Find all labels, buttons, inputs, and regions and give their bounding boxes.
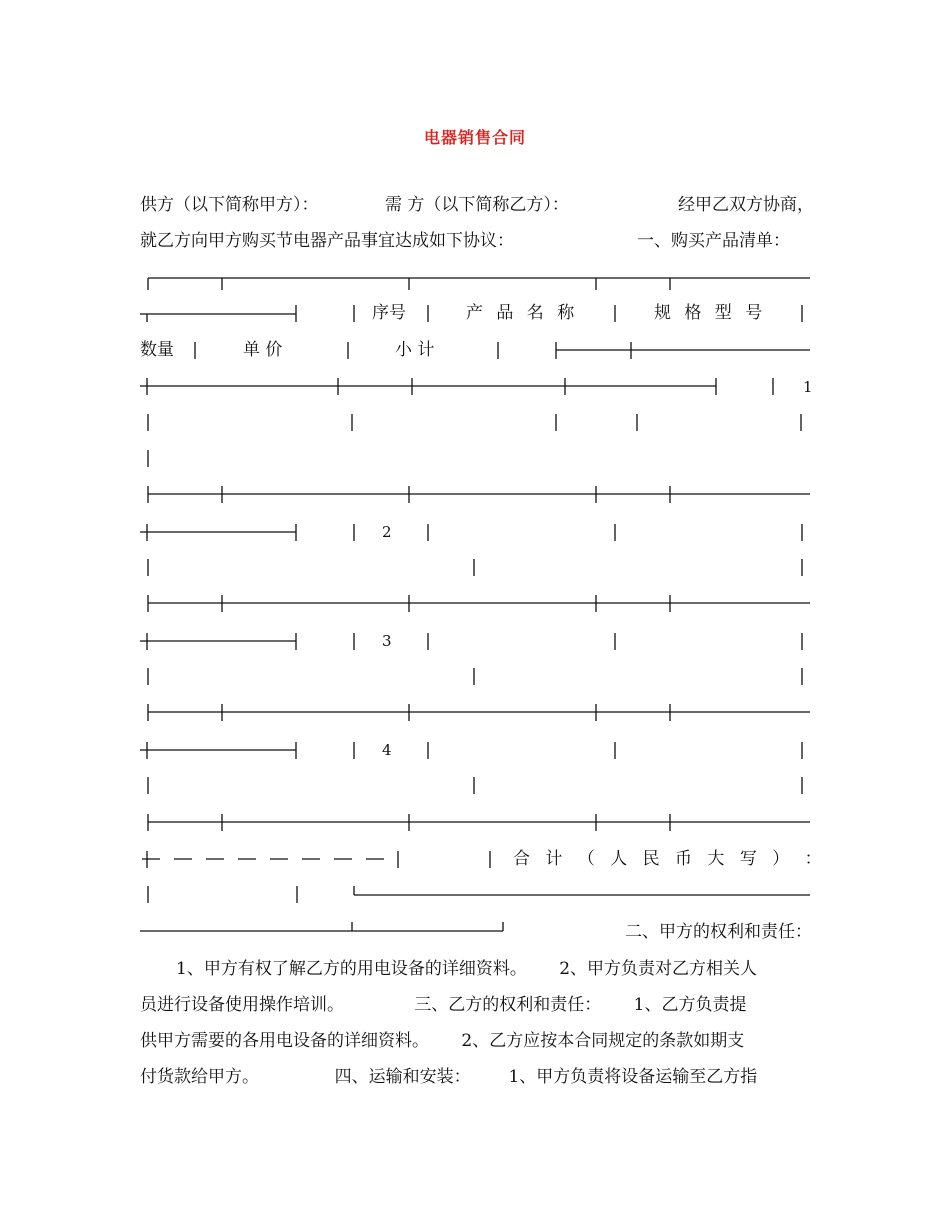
page-title: 电器销售合同	[423, 128, 526, 147]
header-spec-model: 规 格 型 号	[654, 303, 767, 323]
row-number-3: 3	[382, 632, 392, 650]
clause-line-d: 付货款给甲方。 四、运输和安装： 1、甲方负责将设备运输至乙方指	[140, 1067, 758, 1087]
clause-line-b: 员进行设备使用操作培训。 三、乙方的权利和责任： 1、乙方负责提	[140, 995, 747, 1015]
header-quantity: 数量	[140, 340, 174, 360]
header-product-name: 产 品 名 称	[466, 303, 579, 323]
buyer-label: 需 方（以下简称乙方）：	[385, 195, 569, 215]
section-1-title: 一、购买产品清单：	[637, 231, 790, 251]
clause-line-c: 供甲方需要的各用电设备的详细资料。 2、乙方应按本合同规定的条款如期支	[140, 1031, 745, 1051]
header-unit-price: 单 价	[243, 340, 283, 360]
supplier-label: 供方（以下简称甲方）：	[140, 195, 319, 215]
total-rmb-label: 合 计 （ 人 民 币 大 写 ） ：	[513, 849, 827, 869]
row-number-1: 1	[803, 378, 813, 396]
header-seq: 序号	[372, 303, 406, 323]
agreement-intro: 就乙方向甲方购买节电器产品事宜达成如下协议：	[140, 231, 514, 251]
consult-text: 经甲乙双方协商，	[678, 195, 814, 215]
header-subtotal: 小 计	[395, 340, 435, 360]
row-number-2: 2	[382, 523, 392, 541]
section-2-title: 二、甲方的权利和责任：	[625, 922, 812, 942]
clause-line-a: 1、甲方有权了解乙方的用电设备的详细资料。 2、甲方负责对乙方相关人	[176, 959, 758, 979]
row-number-4: 4	[382, 741, 392, 759]
